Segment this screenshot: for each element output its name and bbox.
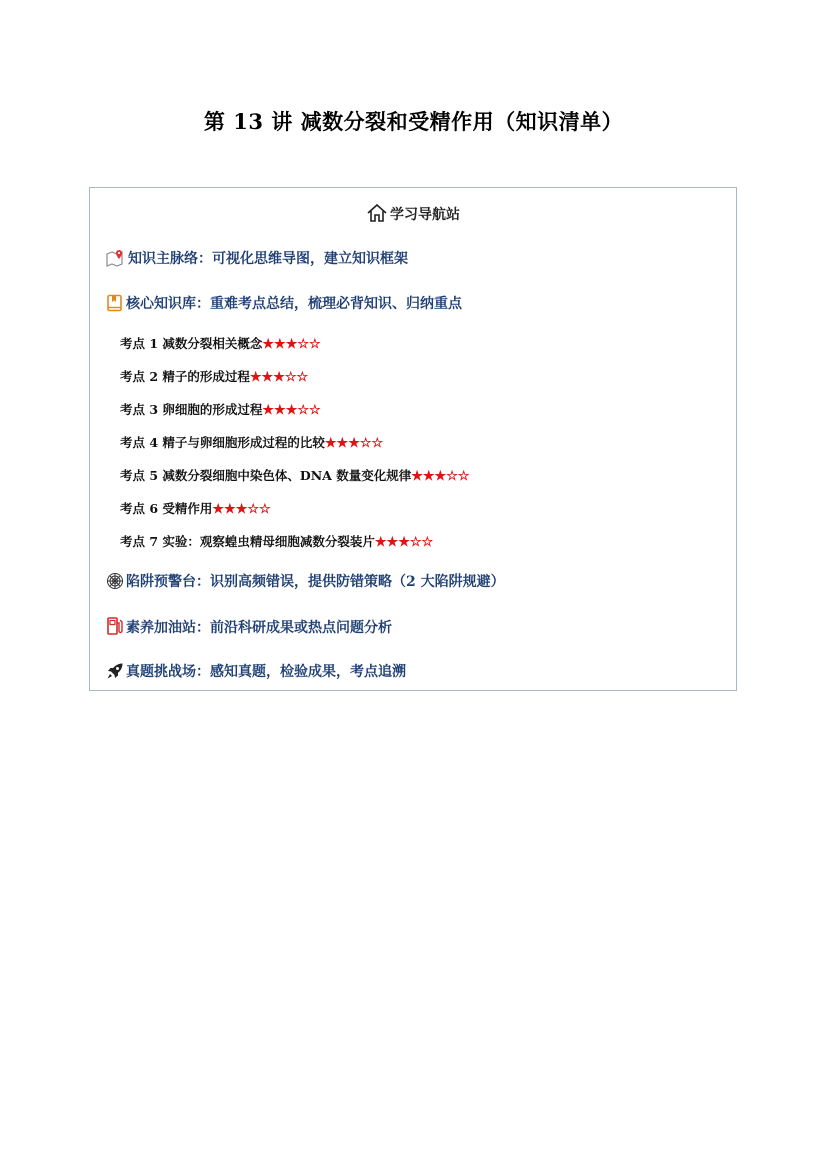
book-icon — [106, 294, 124, 316]
star-rating: ★★★☆☆ — [324, 436, 384, 451]
section-literacy-boost[interactable] — [106, 616, 392, 640]
section-label: 素养加油站： — [126, 620, 210, 636]
page-title: 第 13 讲 减数分裂和受精作用（知识清单） — [203, 109, 624, 134]
section-label: 真题挑战场： — [126, 664, 210, 680]
rocket-icon — [106, 662, 124, 684]
house-icon — [366, 202, 388, 228]
kaodian-text: 考点 6 受精作用 — [120, 501, 213, 516]
section-desc: 重难考点总结，梳理必背知识、归纳重点 — [210, 296, 462, 312]
star-rating: ★★★☆☆ — [411, 469, 470, 484]
section-label: 陷阱预警台： — [126, 574, 210, 590]
kaodian-item-1[interactable] — [120, 334, 321, 352]
kaodian-text: 考点 2 精子的形成过程 — [120, 369, 250, 384]
nav-header-text: 学习导航站 — [390, 207, 460, 223]
star-rating: ★★★☆☆ — [262, 403, 321, 418]
kaodian-item-6[interactable] — [120, 499, 271, 517]
section-core-knowledge[interactable] — [106, 293, 462, 316]
kaodian-item-5[interactable] — [120, 466, 470, 484]
fuel-pump-icon — [106, 616, 124, 640]
spiderweb-icon — [106, 572, 124, 594]
map-pin-icon — [106, 249, 126, 271]
star-rating: ★★★☆☆ — [262, 337, 321, 352]
section-label: 知识主脉络： — [128, 251, 212, 267]
kaodian-item-4[interactable] — [120, 433, 383, 451]
star-rating: ★★★☆☆ — [374, 535, 434, 550]
kaodian-text: 考点 4 精子与卵细胞形成过程的比较 — [120, 435, 325, 450]
section-desc: 感知真题，检验成果，考点追溯 — [210, 664, 406, 680]
kaodian-item-7[interactable] — [120, 532, 433, 550]
kaodian-text: 考点 7 实验：观察蝗虫精母细胞减数分裂装片 — [120, 534, 375, 549]
section-desc: 前沿科研成果或热点问题分析 — [210, 620, 392, 636]
section-trap-warning[interactable] — [106, 571, 505, 594]
learning-navigation-box — [89, 187, 737, 691]
section-desc: 识别高频错误，提供防错策略（2 大陷阱规避） — [210, 574, 505, 590]
section-knowledge-map[interactable] — [106, 248, 408, 271]
kaodian-item-2[interactable] — [120, 367, 308, 385]
nav-header — [90, 202, 736, 228]
section-label: 核心知识库： — [126, 296, 210, 312]
kaodian-text: 考点 3 卵细胞的形成过程 — [120, 402, 263, 417]
kaodian-item-3[interactable] — [120, 400, 321, 418]
star-rating: ★★★☆☆ — [249, 370, 309, 385]
section-desc: 可视化思维导图，建立知识框架 — [212, 251, 408, 267]
kaodian-text: 考点 5 减数分裂细胞中染色体、DNA 数量变化规律 — [120, 468, 412, 483]
star-rating: ★★★☆☆ — [212, 502, 271, 517]
section-exam-challenge[interactable] — [106, 661, 406, 684]
kaodian-text: 考点 1 减数分裂相关概念 — [120, 336, 263, 351]
